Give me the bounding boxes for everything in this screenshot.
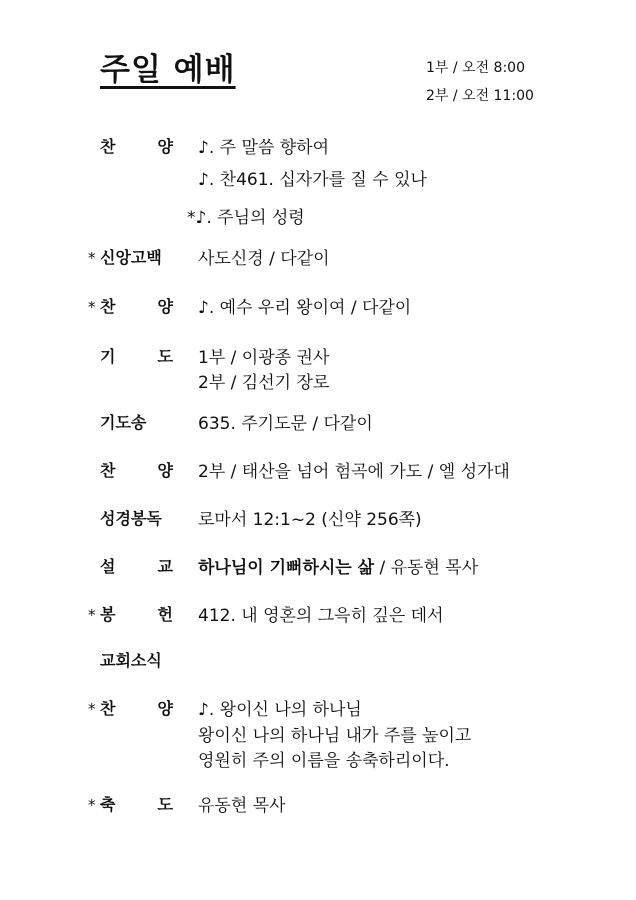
order-item-benediction [0,793,636,817]
standing-mark: * [88,606,96,624]
order-label: 교회소식 [100,651,162,670]
sermon-line [198,555,478,581]
order-item-sermon [0,555,636,579]
order-line: 사도신경 / 다같이 [198,249,330,269]
order-label: 찬 양 [100,137,173,156]
order-item-prayer-song [0,411,636,435]
order-line: ♪. 주 말씀 향하여 [198,138,329,158]
order-line: 영원히 주의 이름을 송축하리이다. [198,751,450,771]
service-times [426,54,534,110]
order-item-offering [0,603,636,627]
order-label: 봉 헌 [100,605,173,624]
order-item-announcements [0,649,636,673]
order-label: 찬 양 [100,699,173,718]
order-line: 635. 주기도문 / 다같이 [198,414,373,434]
standing-mark: * [88,298,96,316]
order-label: 기도송 [100,413,147,432]
order-line: 로마서 12:1~2 (신약 256쪽) [198,510,422,530]
order-item-praise-3 [0,697,636,771]
order-line: 왕이신 나의 하나님 내가 주를 높이고 [198,726,472,746]
order-line: 2부 / 김선기 장로 [198,373,330,393]
order-label: 축 도 [100,795,173,814]
service-time-1: 1부 / 오전 8:00 [426,60,525,76]
order-item-scripture [0,507,636,531]
order-line: 1부 / 이광종 권사 [198,348,330,368]
standing-mark: * [88,796,96,814]
standing-mark: * [88,249,96,267]
page-title: 주일 예배 [100,52,236,88]
order-item-choir [0,459,636,483]
sermon-title: 하나님이 기뻐하시는 삶 [198,558,375,578]
order-item-praise-1 [0,135,636,228]
order-item-prayer [0,345,636,393]
order-label: 찬 양 [100,297,173,316]
order-line: 유동현 목사 [198,796,286,816]
order-label: 신앙고백 [100,248,162,267]
order-line: ♪. 찬461. 십자가를 질 수 있나 [198,170,427,190]
order-line: ♪. 예수 우리 왕이여 / 다같이 [198,298,412,318]
order-line: *♪. 주님의 성령 [187,208,305,228]
order-line: 412. 내 영혼의 그윽히 깊은 데서 [198,606,444,626]
order-item-praise-2 [0,295,636,319]
order-line: ♪. 왕이신 나의 하나님 [198,700,362,720]
order-item-creed [0,246,636,270]
order-label: 설 교 [100,557,173,576]
sermon-preacher: / 유동현 목사 [374,558,479,578]
standing-mark: * [88,700,96,718]
order-label: 기 도 [100,347,173,366]
order-line: 2부 / 태산을 넘어 험곡에 가도 / 엘 성가대 [198,462,510,482]
service-time-2: 2부 / 오전 11:00 [426,88,534,104]
order-label: 찬 양 [100,461,173,480]
order-label: 성경봉독 [100,509,162,528]
